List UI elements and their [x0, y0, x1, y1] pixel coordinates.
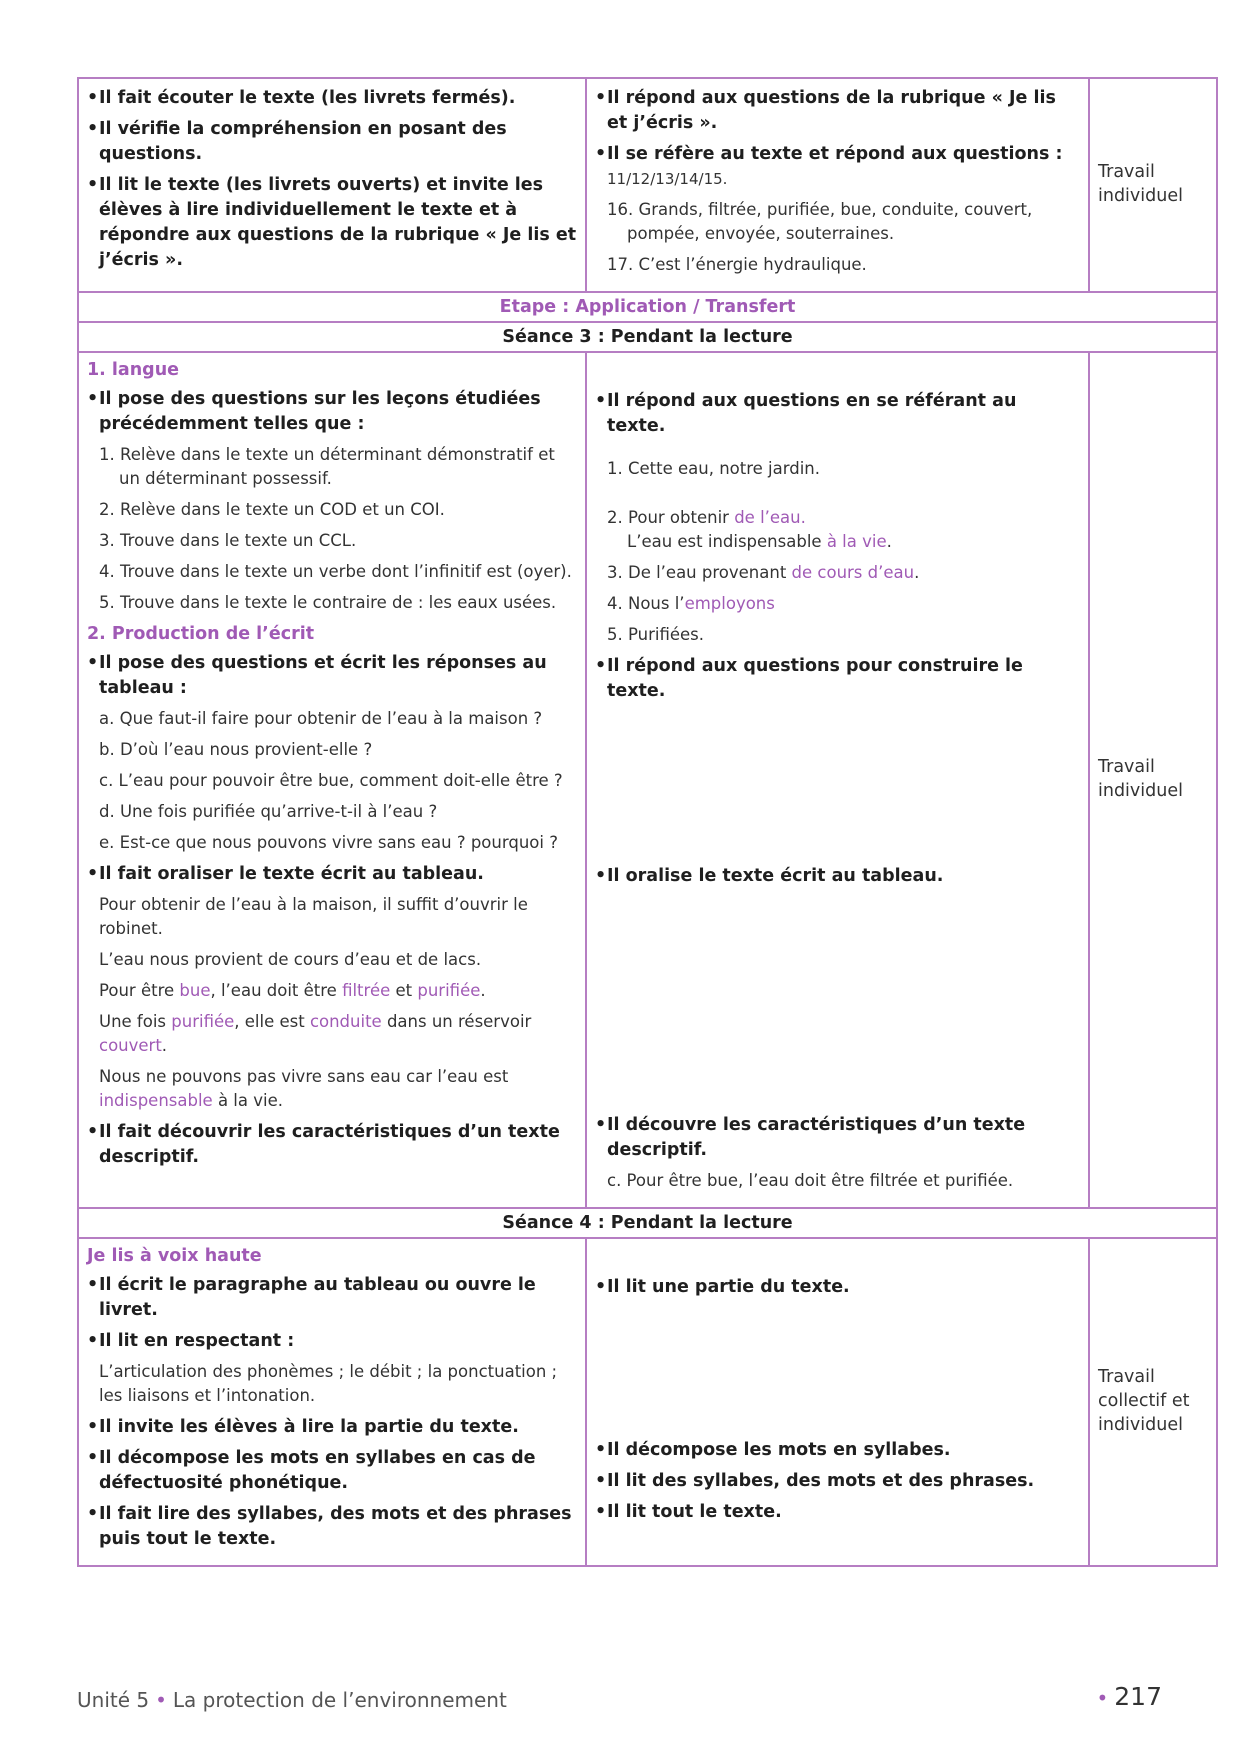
- seance4-title: Séance 4 : Pendant la lecture: [78, 1208, 1217, 1238]
- page-number: [1096, 1682, 1162, 1711]
- spacer: [595, 895, 1080, 1111]
- answer-item: 16. Grands, filtrée, purifiée, bue, conduite, couvert, pompée, envoyée, souterraines.: [607, 200, 1033, 243]
- seance3-title: Séance 3 : Pendant la lecture: [78, 322, 1217, 352]
- teacher-step: • Il lit en respectant :: [87, 1329, 577, 1354]
- row-seance4-header: [78, 1208, 1217, 1238]
- question-item: 4. Trouve dans le texte un verbe dont l’infinitif est (oyer).: [99, 562, 572, 581]
- question-item: d. Une fois purifiée qu’arrive-t-il à l’eau ?: [99, 802, 438, 821]
- text-part: .: [886, 532, 892, 551]
- student-step: • Il découvre les caractéristiques d’un texte descriptif.: [595, 1113, 1080, 1163]
- page-number-value: 217: [1114, 1682, 1162, 1711]
- question-item: 1. Relève dans le texte un déterminant démonstratif et un déterminant possessif.: [99, 445, 555, 488]
- answer-item: [607, 561, 1080, 585]
- teacher-step: • Il fait lire des syllabes, des mots et des phrases puis tout le texte.: [87, 1502, 577, 1552]
- text-part: .: [161, 1036, 168, 1055]
- bullet-icon: •: [155, 1688, 167, 1712]
- answer-item: c. Pour être bue, l’eau doit être filtrée et purifiée.: [607, 1171, 1014, 1190]
- unit-title: La protection de l’environnement: [172, 1688, 507, 1712]
- text-part: , elle est: [234, 1012, 310, 1031]
- text-part: dans un réservoir: [381, 1012, 532, 1031]
- student-step: • Il répond aux questions de la rubrique « Je lis et j’écris ».: [595, 86, 1080, 136]
- spacer: [595, 710, 1080, 862]
- lesson-table: [77, 77, 1218, 1567]
- answer-item: [627, 530, 1080, 554]
- spacer: [595, 358, 1080, 387]
- teacher-cell: [78, 352, 586, 1208]
- teacher-step: • Il fait oraliser le texte écrit au tableau.: [87, 862, 577, 887]
- highlight-word: à la vie: [826, 532, 887, 551]
- text-part: 3. De l’eau provenant: [607, 563, 792, 582]
- question-item: 2. Relève dans le texte un COD et un COI.: [99, 500, 445, 519]
- teacher-step: • Il vérifie la compréhension en posant des questions.: [87, 117, 577, 167]
- spacer: [595, 488, 1080, 506]
- text-part: L’eau est indispensable: [627, 532, 827, 551]
- student-step: • Il répond aux questions pour construire le texte.: [595, 654, 1080, 704]
- row-reading: [78, 78, 1217, 292]
- question-item: c. L’eau pour pouvoir être bue, comment doit-elle être ?: [99, 771, 563, 790]
- student-step: • Il oralise le texte écrit au tableau.: [595, 864, 1080, 889]
- row-etape: [78, 292, 1217, 322]
- work-mode: Travail collectif et individuel: [1089, 1238, 1217, 1566]
- highlight-word: couvert: [99, 1036, 162, 1055]
- teacher-step: • Il lit le texte (les livrets ouverts) et invite les élèves à lire individuellement le texte et à répondre aux questions de la rubrique « Je lis et j’écris ».: [87, 173, 577, 273]
- teacher-cell: [78, 1238, 586, 1566]
- section-title: Je lis à voix haute: [87, 1246, 262, 1266]
- question-item: 3. Trouve dans le texte un CCL.: [99, 531, 357, 550]
- answer-item: [607, 592, 1080, 616]
- highlight-word: de cours d’eau: [791, 563, 915, 582]
- teacher-step: • Il pose des questions sur les leçons étudiées précédemment telles que :: [87, 387, 577, 437]
- board-text-line: Pour obtenir de l’eau à la maison, il suffit d’ouvrir le robinet.: [99, 895, 528, 938]
- unit-label: Unité 5: [77, 1688, 150, 1712]
- text-part: Nous ne pouvons pas vivre sans eau car l’eau est: [99, 1067, 509, 1086]
- detail-text: L’articulation des phonèmes ; le débit ; la ponctuation ; les liaisons et l’intonation.: [99, 1362, 558, 1405]
- board-text-line: [99, 1010, 577, 1058]
- student-cell: [586, 78, 1089, 292]
- teacher-cell: [78, 78, 586, 292]
- student-step: • Il décompose les mots en syllabes.: [595, 1438, 1080, 1463]
- teacher-step: • Il fait découvrir les caractéristiques d’un texte descriptif.: [87, 1120, 577, 1170]
- student-cell: [586, 1238, 1089, 1566]
- text-part: , l’eau doit être: [210, 981, 343, 1000]
- highlight-word: indispensable: [99, 1091, 213, 1110]
- highlight-word: purifiée: [417, 981, 481, 1000]
- etape-title: Etape : Application / Transfert: [78, 292, 1217, 322]
- row-seance3-header: [78, 322, 1217, 352]
- answer-item: 17. C’est l’énergie hydraulique.: [607, 255, 867, 274]
- section-title: 1. langue: [87, 360, 180, 380]
- section-title: 2. Production de l’écrit: [87, 624, 315, 644]
- highlight-word: filtrée: [342, 981, 391, 1000]
- text-part: 2. Pour obtenir: [607, 508, 735, 527]
- row-seance4: [78, 1238, 1217, 1566]
- student-step: • Il lit tout le texte.: [595, 1500, 1080, 1525]
- work-mode: Travail individuel: [1089, 352, 1217, 1208]
- text-part: Pour être: [99, 981, 180, 1000]
- spacer: [595, 1306, 1080, 1436]
- question-item: a. Que faut-il faire pour obtenir de l’eau à la maison ?: [99, 709, 543, 728]
- bullet-icon: •: [1096, 1686, 1109, 1710]
- board-text-line: L’eau nous provient de cours d’eau et de lacs.: [99, 950, 482, 969]
- text-part: 4. Nous l’: [607, 594, 685, 613]
- teacher-step: • Il invite les élèves à lire la partie du texte.: [87, 1415, 577, 1440]
- text-part: à la vie.: [212, 1091, 283, 1110]
- highlight-word: employons: [684, 594, 775, 613]
- highlight-word: bue: [179, 981, 211, 1000]
- board-text-line: [99, 1065, 577, 1113]
- question-item: 5. Trouve dans le texte le contraire de : les eaux usées.: [99, 593, 557, 612]
- answer-item: 5. Purifiées.: [607, 625, 705, 644]
- row-seance3: [78, 352, 1217, 1208]
- text-part: .: [914, 563, 920, 582]
- text-part: et: [390, 981, 418, 1000]
- teacher-step: • Il pose des questions et écrit les réponses au tableau :: [87, 651, 577, 701]
- highlight-word: conduite: [309, 1012, 382, 1031]
- work-mode: Travail individuel: [1089, 78, 1217, 292]
- answer-item: 1. Cette eau, notre jardin.: [607, 459, 820, 478]
- spacer: [595, 1244, 1080, 1273]
- teacher-step: • Il fait écouter le texte (les livrets fermés).: [87, 86, 577, 111]
- answer-item: [607, 506, 1080, 530]
- question-refs: 11/12/13/14/15.: [607, 170, 728, 188]
- highlight-word: de l’eau.: [734, 508, 806, 527]
- student-cell: [586, 352, 1089, 1208]
- student-step: • Il lit une partie du texte.: [595, 1275, 1080, 1300]
- spacer: [595, 445, 1080, 457]
- text-part: Une fois: [99, 1012, 172, 1031]
- teacher-step: • Il écrit le paragraphe au tableau ou ouvre le livret.: [87, 1273, 577, 1323]
- footer-unit: [77, 1688, 507, 1712]
- highlight-word: purifiée: [171, 1012, 235, 1031]
- board-text-line: [99, 979, 577, 1003]
- question-item: b. D’où l’eau nous provient-elle ?: [99, 740, 373, 759]
- text-part: .: [480, 981, 486, 1000]
- question-item: e. Est-ce que nous pouvons vivre sans eau ? pourquoi ?: [99, 833, 558, 852]
- student-step: • Il répond aux questions en se référant au texte.: [595, 389, 1080, 439]
- teacher-step: • Il décompose les mots en syllabes en cas de défectuosité phonétique.: [87, 1446, 577, 1496]
- student-step: • Il se réfère au texte et répond aux questions :: [595, 142, 1080, 167]
- student-step: • Il lit des syllabes, des mots et des phrases.: [595, 1469, 1080, 1494]
